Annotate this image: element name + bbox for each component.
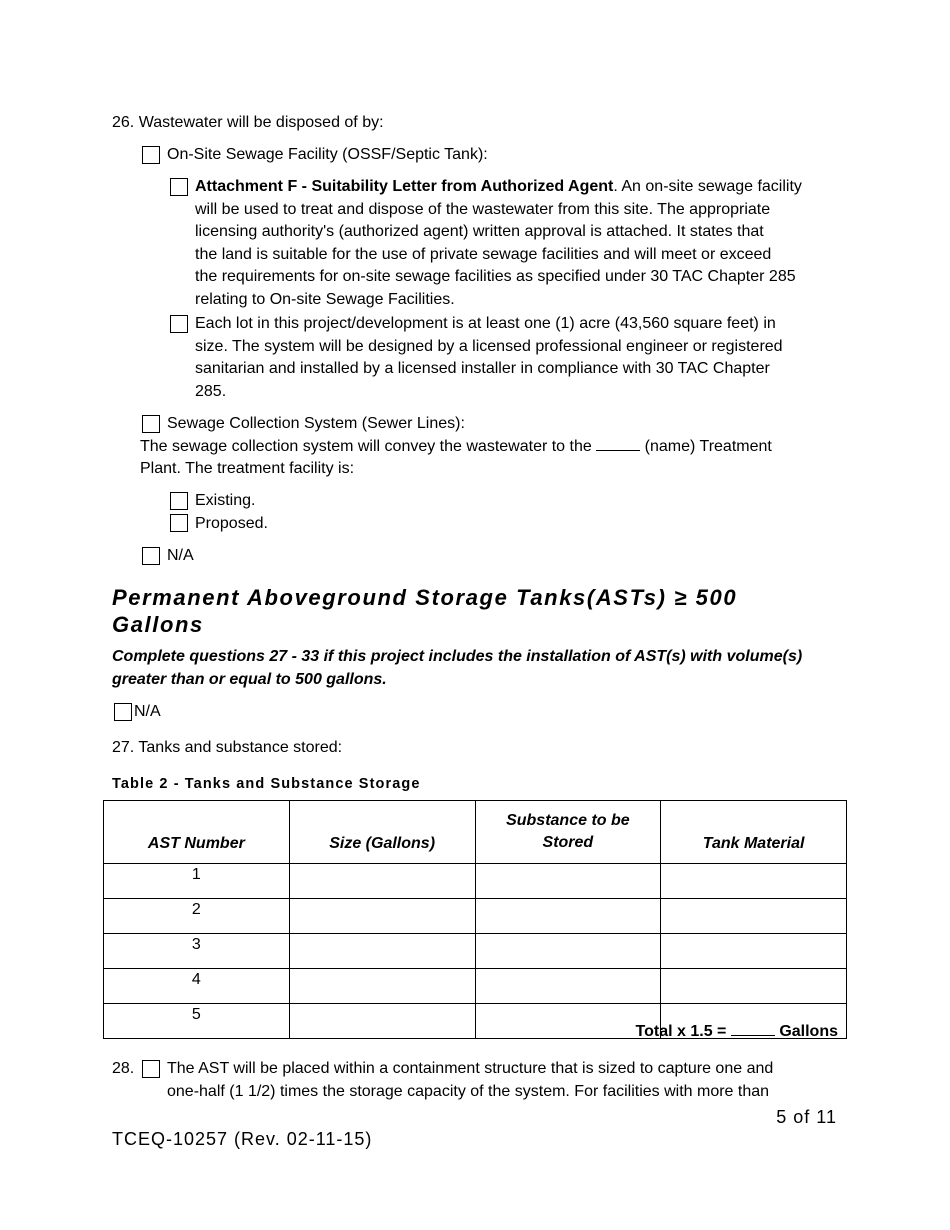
total-prefix: Total x 1.5 = [635, 1023, 727, 1040]
sewer-text-a: The sewage collection system will convey the wastewater to the [140, 438, 592, 455]
proposed-checkbox[interactable] [170, 514, 188, 532]
header-substance: Substance to be Stored [475, 801, 661, 864]
section-heading [112, 584, 832, 638]
attachment-f-line: . An on-site sewage facility [613, 178, 802, 195]
q28-checkbox[interactable] [142, 1060, 160, 1078]
attachment-f-title: Attachment F - Suitability Letter from Authorized Agent [195, 178, 614, 195]
q26-na-checkbox[interactable] [142, 547, 160, 565]
ast-na-checkbox[interactable] [114, 703, 132, 721]
substance-cell[interactable] [475, 934, 661, 969]
instruction-line1: Complete questions 27 - 33 if this project includes the installation of AST(s) with volume(s) [112, 648, 803, 665]
existing-checkbox[interactable] [170, 492, 188, 510]
treatment-plant-name-blank[interactable] [596, 436, 640, 451]
ossf-checkbox[interactable] [142, 146, 160, 164]
q26-na-label: N/A [167, 547, 194, 564]
table-row [104, 969, 847, 1004]
size-cell[interactable] [289, 1004, 475, 1039]
section-heading-line1: Permanent Aboveground Storage Tanks(ASTs) ≥ 500 [112, 585, 738, 610]
proposed-label: Proposed. [195, 515, 268, 532]
attachment-f-line: the requirements for on-site sewage facilities as specified under 30 TAC Chapter 285 [195, 268, 796, 285]
q27-prompt: 27. Tanks and substance stored: [112, 739, 343, 756]
sewer-text-b: (name) Treatment [644, 438, 772, 455]
sewer-description-line1 [140, 436, 772, 459]
substance-cell[interactable] [475, 899, 661, 934]
lot-size-line: Each lot in this project/development is at least one (1) acre (43,560 square feet) in [195, 315, 776, 332]
lot-size-checkbox[interactable] [170, 315, 188, 333]
q28-line: The AST will be placed within a containment structure that is sized to capture one and [167, 1060, 774, 1077]
lot-size-line: 285. [195, 382, 227, 400]
lot-size-line: size. The system will be designed by a licensed professional engineer or registered [195, 337, 783, 355]
table-caption: Table 2 - Tanks and Substance Storage [112, 776, 421, 792]
ossf-label: On-Site Sewage Facility (OSSF/Septic Tank): [167, 146, 488, 163]
tanks-table [103, 800, 847, 1039]
total-gallons-blank[interactable] [731, 1021, 775, 1036]
material-cell[interactable] [661, 969, 847, 1004]
substance-cell[interactable] [475, 1004, 661, 1039]
material-cell[interactable] [661, 934, 847, 969]
total-line [636, 1021, 838, 1044]
section-instructions [112, 645, 852, 691]
sewer-label: Sewage Collection System (Sewer Lines): [167, 415, 465, 432]
size-cell[interactable] [289, 969, 475, 1004]
page-number: 5 of 11 [776, 1107, 837, 1127]
attachment-f-line: the land is suitable for the use of private sewage facilities and will meet or exceed [195, 245, 772, 263]
q26-prompt: 26. Wastewater will be disposed of by: [112, 114, 384, 131]
material-cell[interactable] [661, 864, 847, 899]
header-ast-number: AST Number [104, 801, 290, 864]
size-cell[interactable] [289, 864, 475, 899]
lot-size-text [195, 313, 845, 403]
existing-label: Existing. [195, 492, 256, 509]
lot-size-line: sanitarian and installed by a licensed installer in compliance with 30 TAC Chapter [195, 360, 770, 377]
section-heading-line2: Gallons [112, 612, 204, 637]
ast-number-cell: 4 [104, 969, 290, 1004]
total-suffix: Gallons [779, 1023, 838, 1040]
ast-na-label: N/A [134, 703, 161, 720]
sewer-description-line2: Plant. The treatment facility is: [140, 460, 355, 477]
table-row [104, 899, 847, 934]
substance-cell[interactable] [475, 969, 661, 1004]
size-cell[interactable] [289, 934, 475, 969]
substance-cell[interactable] [475, 864, 661, 899]
ast-number-cell: 3 [104, 934, 290, 969]
attachment-f-checkbox[interactable] [170, 178, 188, 196]
table-row [104, 864, 847, 899]
table-header-row [104, 801, 847, 864]
header-tank-material: Tank Material [661, 801, 847, 864]
ast-number-cell: 2 [104, 899, 290, 934]
attachment-f-line: will be used to treat and dispose of the wastewater from this site. The appropriate [195, 200, 771, 218]
header-size: Size (Gallons) [289, 801, 475, 864]
material-cell[interactable] [661, 899, 847, 934]
table-row [104, 934, 847, 969]
instruction-line2: greater than or equal to 500 gallons. [112, 671, 387, 688]
ast-number-cell: 5 [104, 1004, 290, 1039]
size-cell[interactable] [289, 899, 475, 934]
q28-number: 28. [112, 1060, 135, 1077]
q28-text [167, 1058, 857, 1103]
form-id: TCEQ-10257 (Rev. 02-11-15) [112, 1129, 373, 1149]
attachment-f-line: relating to On-site Sewage Facilities. [195, 290, 455, 308]
attachment-f-line: licensing authority's (authorized agent) written approval is attached. It states that [195, 223, 764, 240]
ast-number-cell: 1 [104, 864, 290, 899]
q28-line: one-half (1 1/2) times the storage capacity of the system. For facilities with more than [167, 1082, 770, 1100]
attachment-f-text [195, 176, 845, 311]
sewer-checkbox[interactable] [142, 415, 160, 433]
